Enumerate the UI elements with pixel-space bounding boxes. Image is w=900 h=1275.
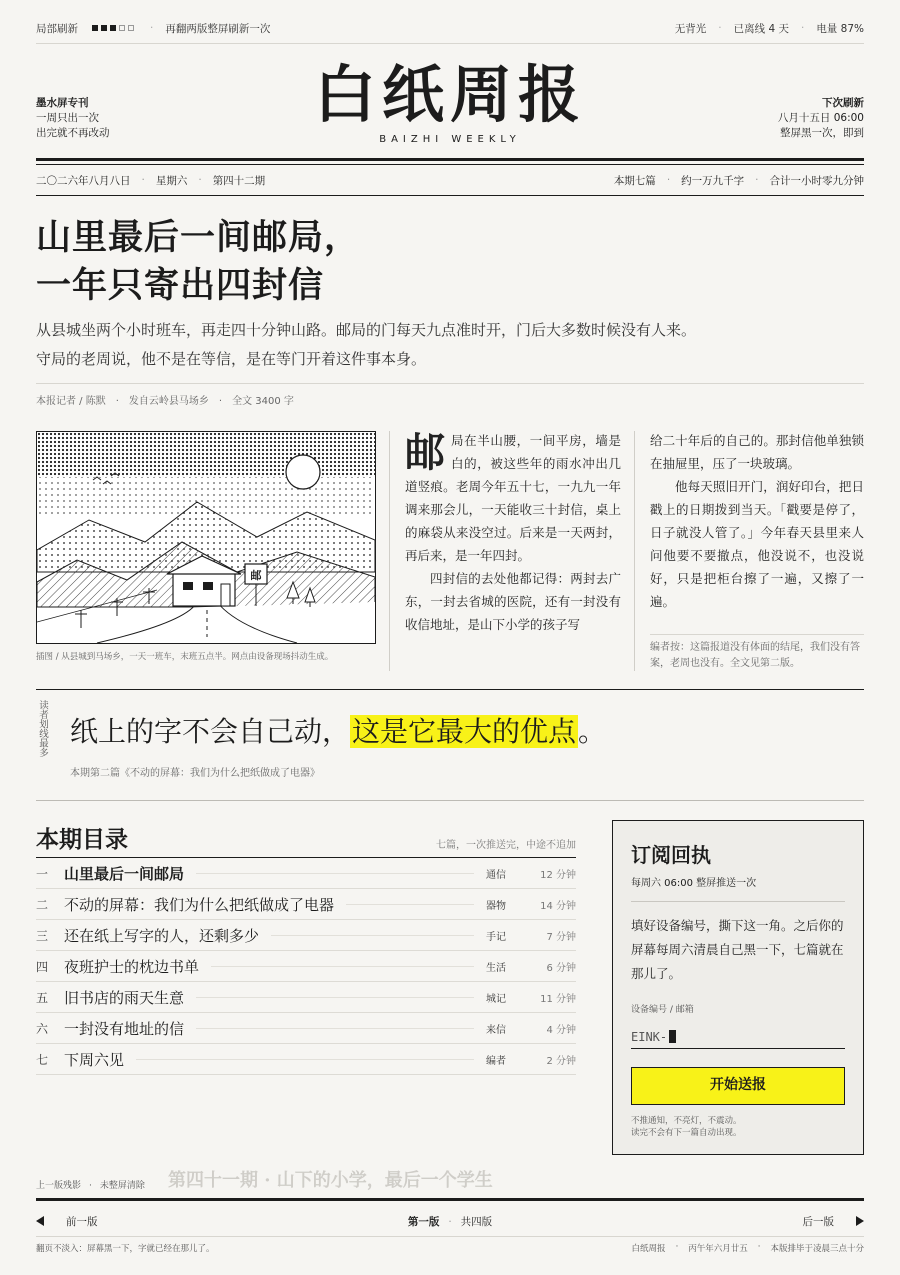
pull-quote: 纸上的字不会自己动，这是它最大的优点。 [70,715,607,748]
device-id-input[interactable]: EINK- [631,1025,845,1049]
toc-title: 本期目录 [36,826,128,853]
masthead-left-note: 墨水屏专刊 一周只出一次 出完就不再改动 [36,97,110,139]
dropcap: 邮 [405,429,445,476]
refresh-progress-icon [92,25,134,31]
refresh-hint: 再翻两版整屏刷新一次 [165,22,271,35]
article-column-2: 给二十年后的自己的。那封信他单独锁在抽屉里，压了一块玻璃。 他每天照旧开门，润好印台，把日戳上的日期拨到当天。「戳要是停了，日子就没人管了。」今年春天县里来人问他要不要撤点，他没说不，也没说好，只是把柜台擦了一遍，又擦了一遍。 [650,433,864,609]
masthead-title: 白纸周报 [313,58,586,131]
subscribe-schedule: 每周六 06:00 整屏推送一次 [631,878,757,889]
toc-item-3[interactable]: 三 还在纸上写字的人，还剩多少 手记 7 分钟 [36,920,576,951]
issue-number: 第四十二期 [212,174,266,187]
lead-headline[interactable]: 山里最后一间邮局， 一年只寄出四封信 [36,217,361,306]
most-highlighted-label: 读者划线最多 [37,700,48,757]
editor-note: 编者按：这篇报道没有体面的结尾，我们没有答案，老周也没有。全文见第二版。 [650,642,860,669]
toc-list [36,857,576,1075]
ghost-text: 第四十一期 · 山下的小学，最后一个学生 [168,1170,493,1191]
device-field-label: 设备编号 / 邮箱 [631,1005,694,1015]
subscribe-card [612,820,864,1155]
reading-time: 合计一小时零九分钟 [769,174,864,187]
article-count: 本期七篇 [613,174,656,187]
start-delivery-button[interactable]: 开始送报 [631,1067,845,1105]
triangle-left-icon [36,1216,44,1226]
pull-quote-source[interactable]: 本期第二篇《不动的屏幕：我们为什么把纸做成了电器》 [70,768,320,779]
toc-item-7[interactable]: 七 下周六见 编者 2 分钟 [36,1044,576,1075]
triangle-right-icon [856,1216,864,1226]
toc-item-2[interactable]: 二 不动的屏幕：我们为什么把纸做成了电器 器物 14 分钟 [36,889,576,920]
article-column-1: 邮局在半山腰，一间平房，墙是白的，被这些年的雨水冲出几道竖痕。老周今年五十七，一九九一年调来那会儿，一天能收三十封信，桌上的麻袋从来没空过。后来是一天两封，再后来，是一年四封。 四封信的去处他都记得：两封去广东，一封去省城的医院，还有一封没有收信地址，是山下小学的孩子写 [405,429,621,632]
dateline: 二〇二六年八月八日 · 星期六 · 第四十二期 本期七篇 · 约一万九千字 · 合计一小时零九分钟 [36,174,864,187]
post-office-illustration [36,431,376,644]
toc-item-1[interactable]: 一 山里最后一间邮局 通信 12 分钟 [36,858,576,889]
refresh-mode: 局部刷新 [36,22,78,35]
masthead-subtitle: BAIZHI WEEKLY [379,134,521,145]
issue-date: 二〇二六年八月八日 [36,174,131,187]
word-count: 约一万九千字 [681,174,745,187]
lead-summary: 从县城坐两个小时班车，再走四十分钟山路。邮局的门每天九点准时开，门后大多数时候没有人来。 守局的老周说，他不是在等信，是在等门开着这件事本身。 [36,321,697,368]
footer-lunar-date: 丙午年六月廿五 [688,1244,748,1254]
next-refresh-note: 下次刷新 八月十五日 06:00 整屏黑一次，即到 [777,97,864,139]
weekday: 星期六 [155,174,188,187]
battery-status: 电量 87% [816,22,864,35]
byline: 本报记者 / 陈默 · 发自云岭县马场乡 · 全文 3400 字 [36,396,294,407]
toc-note: 七篇，一次推送完，中途不追加 [436,840,576,851]
offline-status: 已离线 4 天 [733,22,789,35]
subscribe-title: 订阅回执 [631,843,711,867]
subscribe-fineprint: 不推通知，不亮灯，不震动。 读完不会有下一篇自动出现。 [631,1116,742,1138]
toc-item-6[interactable]: 六 一封没有地址的信 来信 4 分钟 [36,1013,576,1044]
footer-note: 翻页不淡入：屏幕黑一下，字就已经在那儿了。 [36,1244,215,1254]
subscribe-description: 填好设备编号，撕下这一角。之后你的屏幕每周六清晨自己黑一下，七篇就在那儿了。 [631,918,844,981]
prev-page-button[interactable]: 前一版 [36,1214,98,1229]
illustration-sign: 邮 [250,569,262,582]
page-indicator: 第一版 · 共四版 [407,1215,493,1228]
footer: 翻页不淡入：屏幕黑一下，字就已经在那儿了。 白纸周报 · 丙午年六月廿五 · 本版排毕于凌晨三点十分 [36,1242,864,1254]
ghost-label: 上一版残影 · 未整屏清除 [36,1181,145,1191]
highlighted-text: 这是它最大的优点 [352,715,577,748]
toc-item-4[interactable]: 四 夜班护士的枕边书单 生活 6 分钟 [36,951,576,982]
toc-item-5[interactable]: 五 旧书店的雨天生意 城记 11 分钟 [36,982,576,1013]
text-cursor-icon [669,1030,676,1043]
footer-print-time: 本版排毕于凌晨三点十分 [770,1244,864,1254]
status-bar: 局部刷新 · 再翻两版整屏刷新一次 无背光 · 已离线 4 天 · 电量 87% [36,22,864,35]
backlight-status: 无背光 [674,22,707,35]
page-navigation [36,1208,864,1234]
next-page-button[interactable]: 后一版 [803,1214,865,1229]
footer-paper-name: 白纸周报 [631,1244,666,1254]
illustration-caption: 插图 / 从县城到马场乡，一天一班车，末班五点半。网点由设备现场抖动生成。 [36,652,334,662]
